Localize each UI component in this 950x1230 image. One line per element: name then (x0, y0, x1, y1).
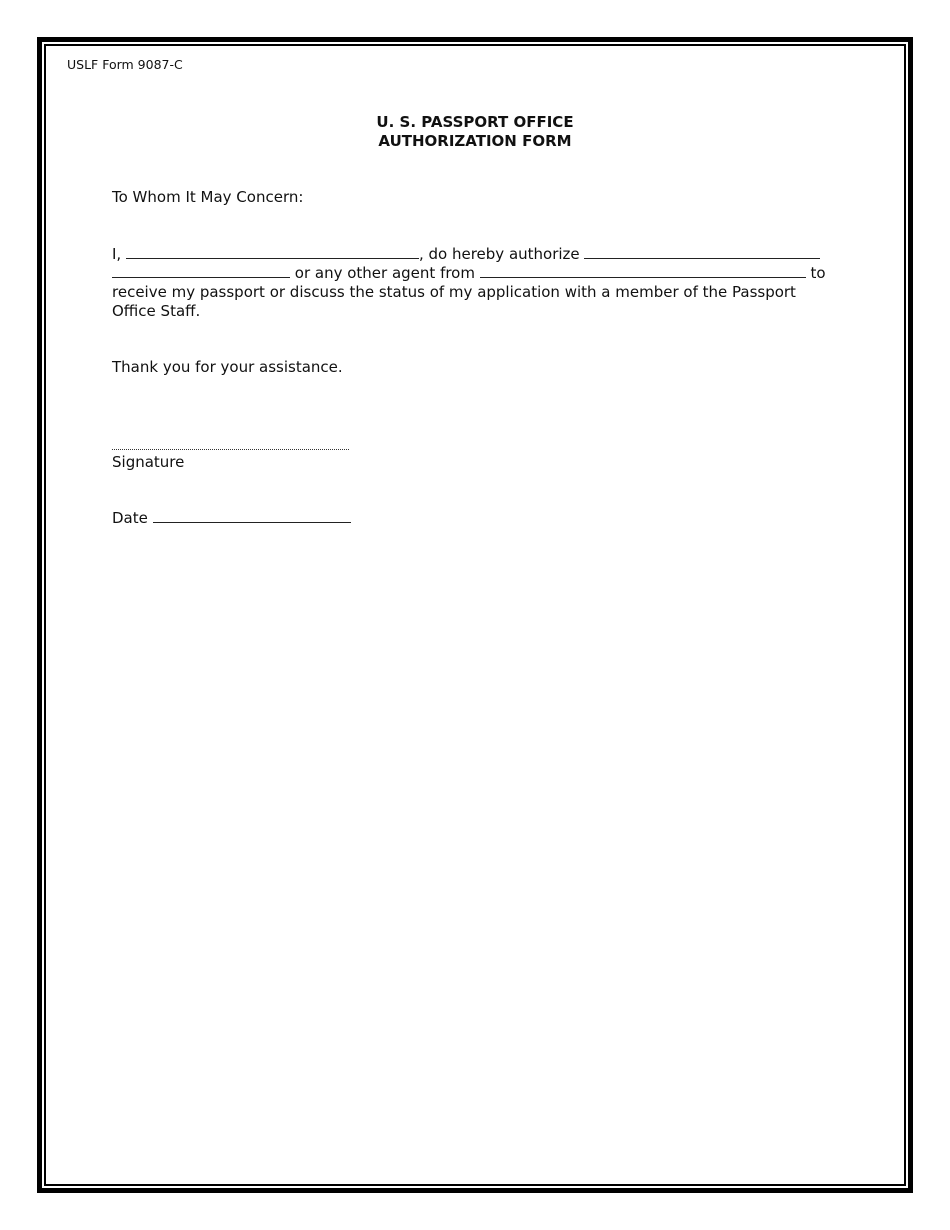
date-field[interactable] (153, 509, 351, 523)
paragraph-line-3: receive my passport or discuss the status of my application with a member of the Passport (112, 283, 796, 301)
applicant-name-field[interactable] (126, 245, 419, 259)
paragraph-agent-text: or any other agent from (294, 264, 475, 282)
agency-field[interactable] (480, 264, 806, 278)
page-border (37, 37, 913, 1193)
authorized-person-field-part1[interactable] (584, 245, 820, 259)
document-title (0, 113, 950, 151)
title-line-2: AUTHORIZATION FORM (378, 132, 572, 150)
paragraph-to-text: to (810, 264, 826, 282)
date-row (112, 509, 351, 528)
authorized-person-field-part2[interactable] (112, 264, 290, 278)
paragraph-authorize-text: , do hereby authorize (418, 245, 580, 263)
signature-label: Signature (112, 453, 185, 471)
form-id: USLF Form 9087-C (67, 57, 183, 72)
authorization-paragraph (112, 245, 838, 321)
closing-text: Thank you for your assistance. (112, 358, 343, 376)
page-border-inner (44, 44, 906, 1186)
paragraph-line-2 (112, 264, 838, 283)
paragraph-line-1 (112, 245, 838, 264)
title-line-1: U. S. PASSPORT OFFICE (376, 113, 574, 131)
paragraph-prefix: I, (112, 245, 122, 263)
paragraph-line-4: Office Staff. (112, 302, 201, 320)
salutation: To Whom It May Concern: (112, 188, 304, 206)
signature-field[interactable] (112, 449, 349, 450)
date-label: Date (112, 509, 148, 527)
